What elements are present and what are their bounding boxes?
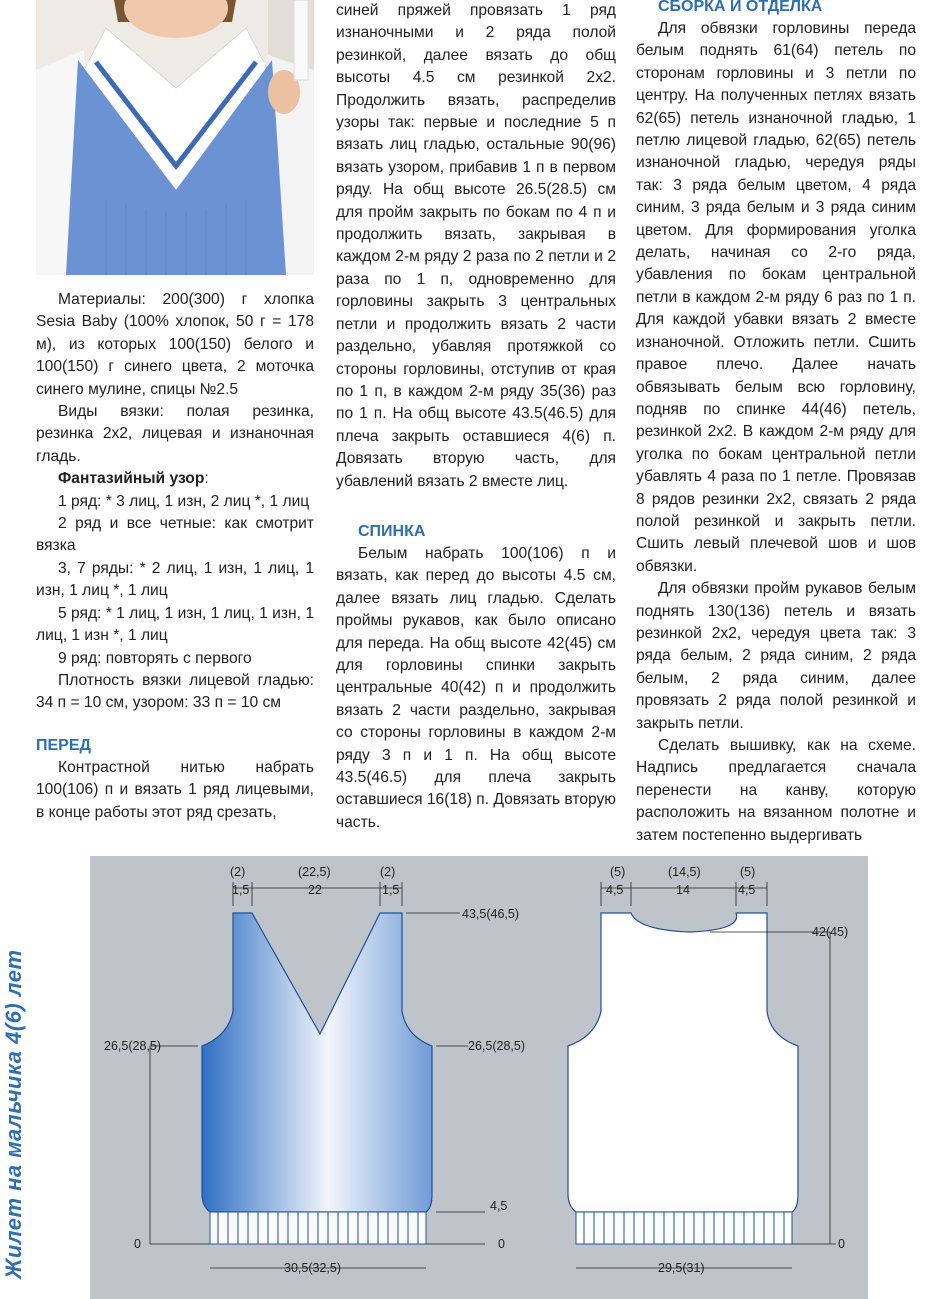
pattern-row-3: 3, 7 ряды: * 2 лиц, 1 изн, 1 лиц, 1 изн, 1 лиц *, 1 лиц [36, 559, 314, 600]
assembly-text-2: Для обвязки пройм рукавов белым поднять 130(136) петель и вязать резинкой 2х2, чередуя цвета так: 3 ряда белым, 2 ряда синим, 2 ряда белым, 2 ряда синим, далее провязать 2 ряда полой резинкой и закрыть петли. [636, 580, 916, 732]
back-ribbing [576, 1212, 792, 1244]
back-width: 29,5(31) [658, 1261, 705, 1275]
front-top-alt-left: (2) [230, 865, 246, 879]
front-zero-left: 0 [134, 1237, 141, 1251]
column-right [636, 0, 916, 847]
density-text: Плотность вязки лицевой гладью: 34 п = 10 см, узором: 33 п = 10 см [36, 671, 314, 712]
front-rib-height: 4,5 [490, 1199, 508, 1213]
front-armhole-left: 26,5(28,5) [104, 1039, 161, 1053]
front-shape [202, 913, 432, 1212]
back-top-alt-mid: (14,5) [668, 865, 701, 879]
assembly-heading: СБОРКА И ОТДЕЛКА [658, 0, 823, 15]
front-text-start: Контрастной нитью набрать 100(106) п и вязать 1 ряд лицевыми, в конце работы этот ряд срезать, [36, 758, 314, 821]
front-top-left: 1,5 [232, 883, 250, 897]
assembly-text-3: Сделать вышивку, как на схеме. Надпись предлагается сначала перенести на канву, которую расположить на вязанном полотне и затем постепенно выдергивать [636, 737, 916, 844]
boy-illustration [36, 0, 314, 275]
materials-text: Материалы: 200(300) г хлопка Sesia Baby (100% хлопок, 50 г = 178 м), из которых 100(150) белого и 100(150) г синего цвета, 2 моточка синего мулине, спицы №2.5 [36, 291, 314, 398]
front-top-mid: 22 [308, 883, 322, 897]
front-heading: ПЕРЕД [36, 736, 91, 754]
front-ribbing [210, 1212, 426, 1244]
front-top-alt-mid: (22,5) [298, 865, 331, 879]
front-width: 30,5(32,5) [284, 1261, 341, 1275]
back-text: Белым набрать 100(106) п и вязать, как перед до высоты 4.5 см, далее вязать лиц гладью. Сделать проймы рукавов, как было описано для переда. На общ высоте 42(45) см для горловины спинки закрыть центральные 40(42) п и продолжить вязать 2 части раздельно, закрывая со стороны горловины в каждом 2-м ряду 3 п и 1 п. На общ высоте 43.5(46.5) для плеча закрыть оставшиеся 16(18) п. Довязать вторую часть. [336, 544, 616, 831]
front-armhole-right: 26,5(28,5) [468, 1039, 525, 1053]
front-top-right: 1,5 [382, 883, 400, 897]
back-zero: 0 [838, 1237, 845, 1251]
back-top-alt-left: (5) [610, 865, 626, 879]
stitches-text: Виды вязки: полая резинка, резинка 2х2, лицевая и изнаночная гладь. [36, 403, 314, 465]
assembly-text-1: Для обвязки горловины переда белым поднять 61(64) петель по сторонам горловины и 3 петли по центру. На полученных петлях вязать 62(65) петель изнаночной гладью, 1 петлю лицевой гладью, 62(65) петель изнаночной гладью, чередуя ряды так: 3 ряда белым цветом, 4 ряда синим, 3 ряда белым и 3 ряда синим цветом. Для формирования уголка делать, начиная со 2-го ряда, убавления по бокам центральной петли в каждом 2-м ряду 6 раз по 1 п. Для каждой убавки вязать 2 вместе изнаночной. Отложить петли. Сшить правое плечо. Далее начать обвязывать белым всю горловину, подняв по спинке 44(46) петель, резинкой 2х2. В каждом 2-м ряду для уголка по бокам центральной петли убавлять 4 раза по 1 петле. Провязав 8 рядов резинки 2х2, связать 2 ряда полой резинкой и закрыть петли. Сшить левый плечевой шов и шов обвязки. [636, 20, 916, 575]
back-piece [568, 865, 848, 1275]
front-zero-right: 0 [498, 1237, 505, 1251]
back-top-right: 4,5 [738, 883, 756, 897]
diagram-svg [90, 856, 868, 1299]
pattern-row-9: 9 ряд: повторять с первого [58, 649, 252, 667]
pattern-row-2: 2 ряд и все четные: как смотрит вязка [36, 515, 314, 555]
back-top-left: 4,5 [606, 883, 624, 897]
column-left [36, 289, 314, 824]
column-middle [336, 0, 616, 834]
front-top-alt-right: (2) [380, 865, 396, 879]
side-title: Жилет на мальчика 4(6) лет [1, 949, 26, 1279]
pattern-title-label: Фантазийный узор [58, 470, 205, 488]
back-top-alt-right: (5) [740, 865, 756, 879]
front-text-continued: синей пряжей провязать 1 ряд изнаночными и 2 ряда полой резинкой, далее вязать до общ высоты 4.5 см резинкой 2х2. Продолжить вязать, распределив узоры так: первые и последние 5 п вязать лиц гладью, остальные 90(96) вязать узором, прибавив 1 п в первом ряду. На общ высоте 26.5(28.5) см для пройм закрыть по бокам по 4 п и продолжить вязать, закрывая в каждом 2-м ряду 2 раза по 2 петли и 2 раза по 1 п, одновременно для горловины закрыть 3 центральных петли и продолжить вязать 2 части раздельно, убавляя протяжкой со стороны горловины, отступив от края по 1 п, в каждом 2-м ряду 35(36) раз по 1 п. На общ высоте 43.5(46.5) для плеча закрыть оставшиеся 4(6) п. Довязать вторую часть, для убавлений вязать 2 вместе лиц. [336, 2, 616, 490]
pattern-row-1: 1 ряд: * 3 лиц, 1 изн, 2 лиц *, 1 лиц [58, 492, 310, 510]
vest-photo [36, 0, 314, 275]
back-heading: СПИНКА [358, 522, 426, 540]
pattern-row-5: 5 ряд: * 1 лиц, 1 изн, 1 лиц, 1 изн, 1 лиц, 1 изн *, 1 лиц [36, 604, 314, 645]
pattern-title-colon: : [204, 470, 209, 488]
back-neck-height: 42(45) [812, 925, 849, 939]
front-height-total: 43,5(46,5) [462, 907, 519, 921]
front-piece [104, 865, 525, 1299]
back-shape [568, 913, 798, 1212]
pattern-diagram [90, 856, 868, 1299]
back-top-mid: 14 [676, 883, 690, 897]
pattern-title [36, 468, 314, 490]
